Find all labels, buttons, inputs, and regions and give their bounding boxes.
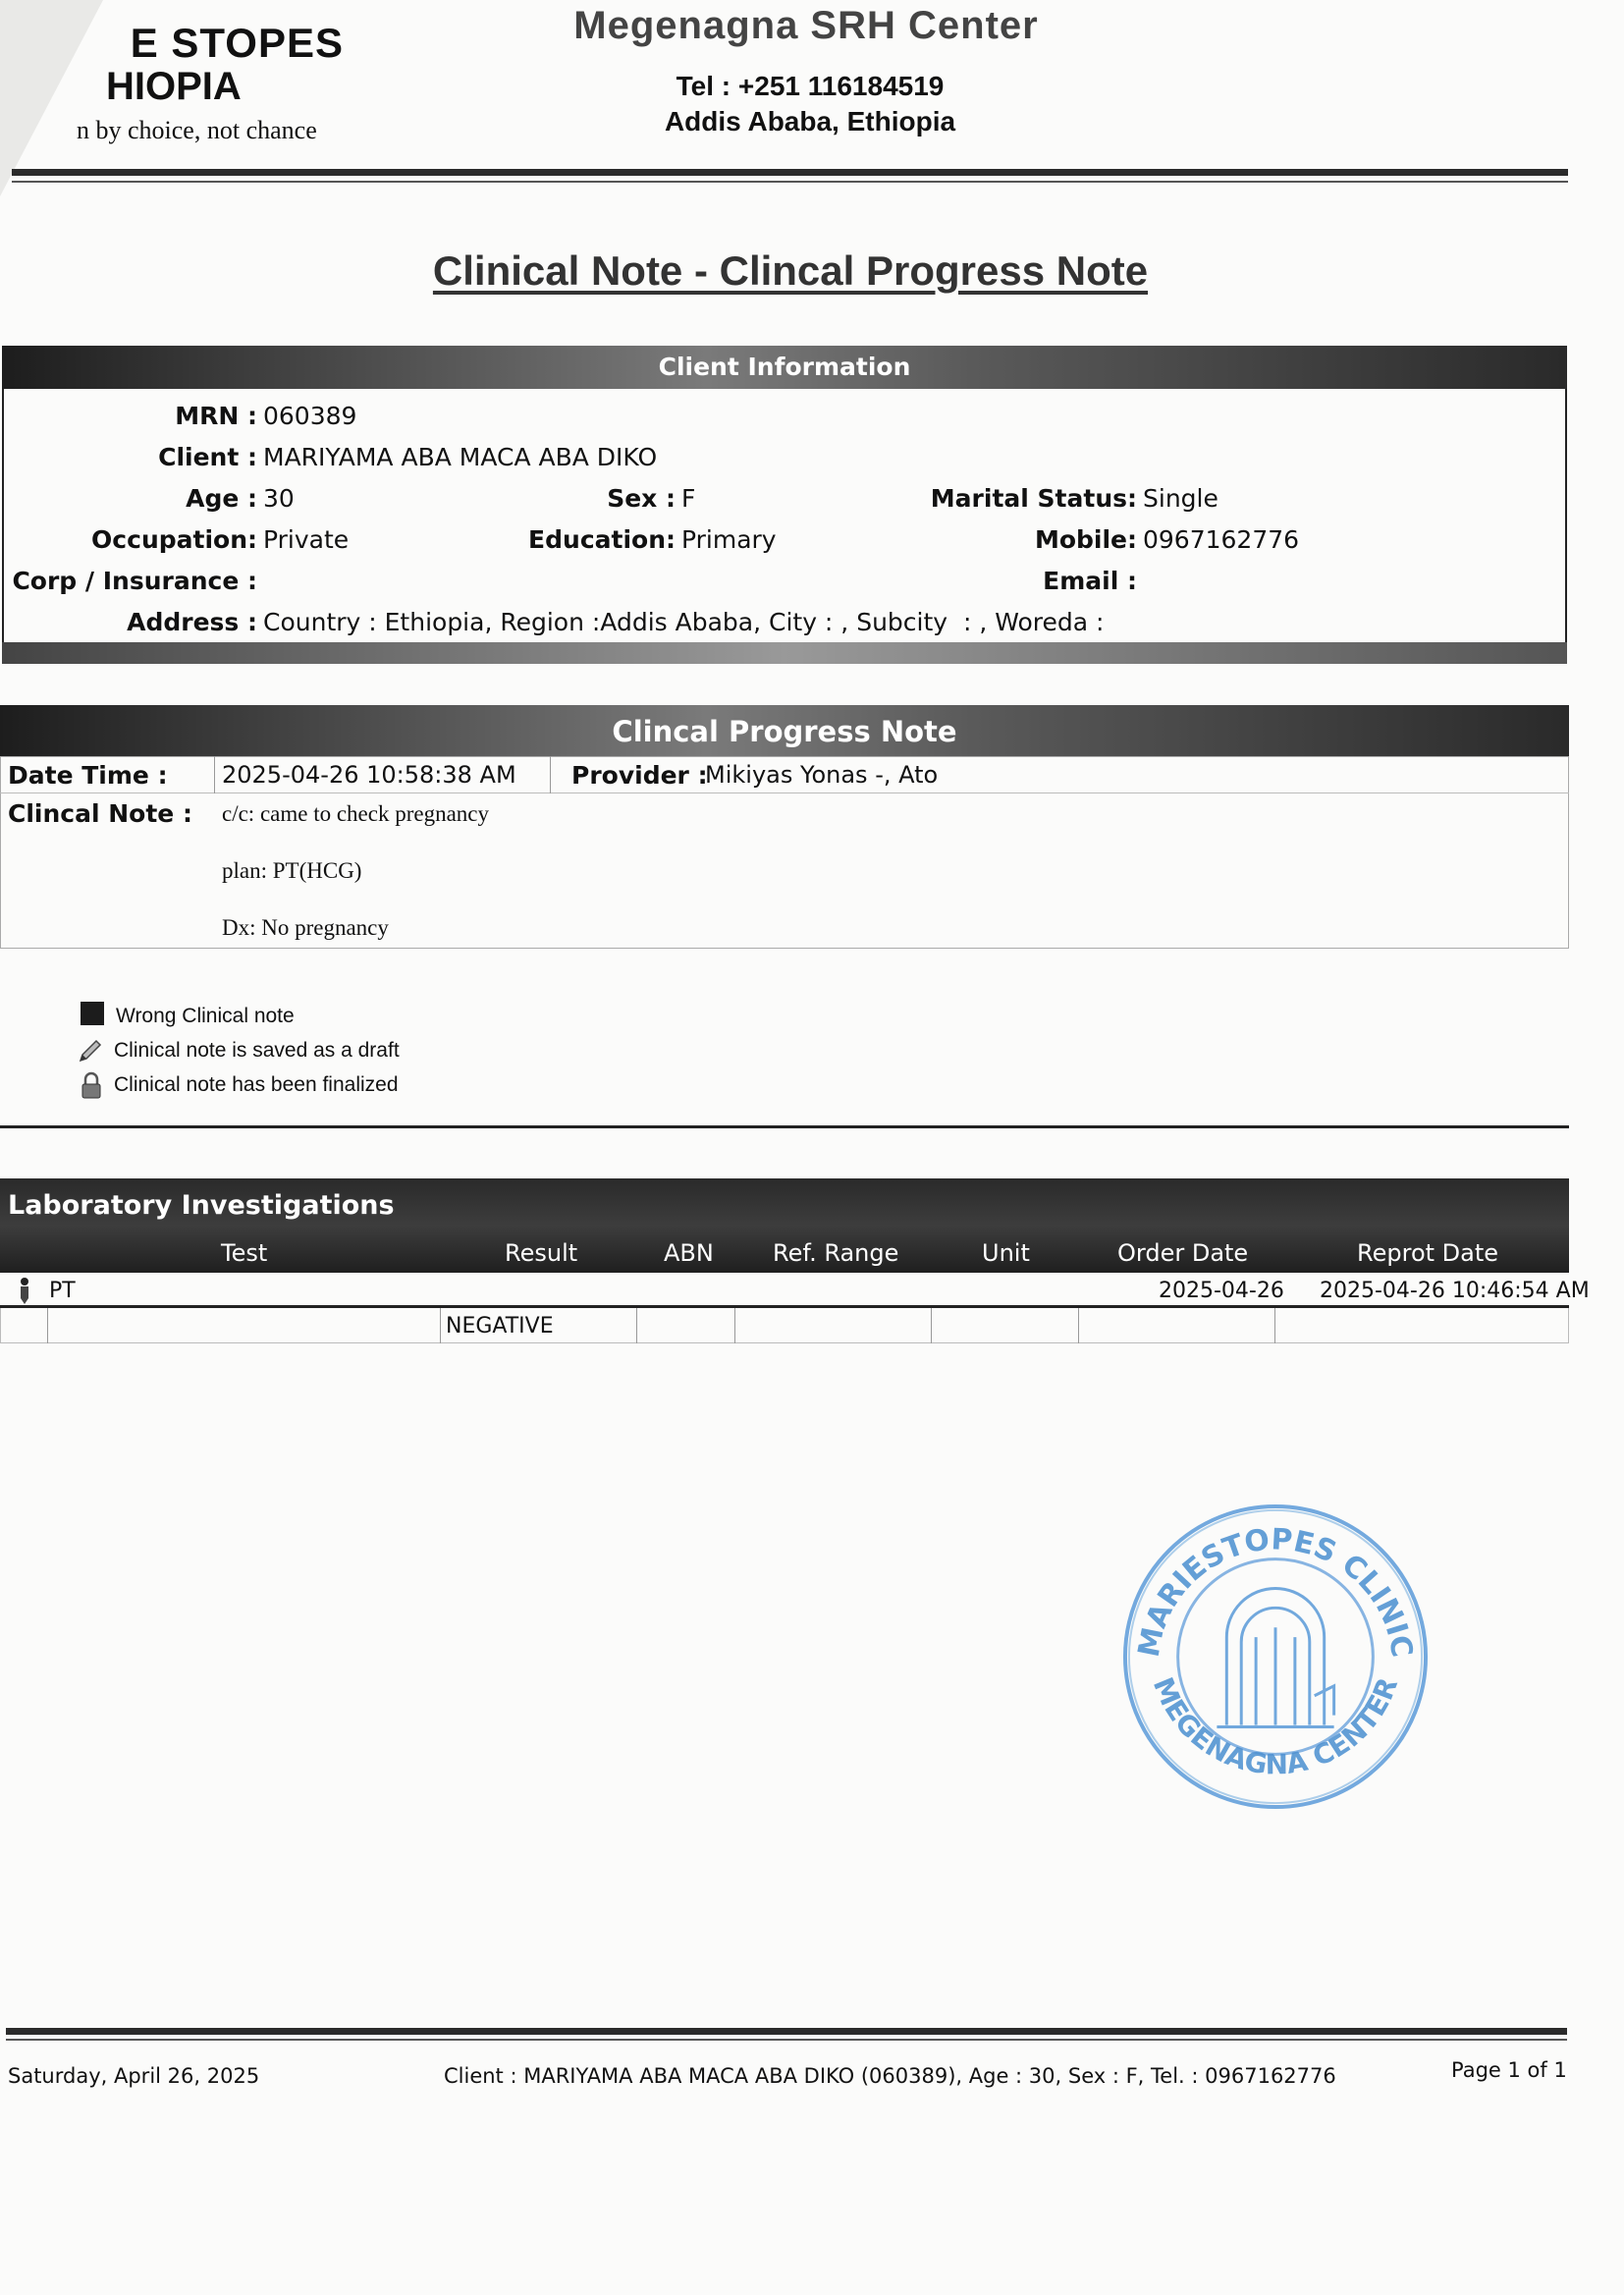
col-header-test: Test: [221, 1239, 268, 1267]
col-header-abn: ABN: [664, 1239, 714, 1267]
col-header-report-date: Reprot Date: [1357, 1239, 1499, 1267]
sex-label: Sex :: [607, 484, 676, 513]
mobile-value: 0967162776: [1143, 525, 1300, 554]
black-square-icon: [81, 1002, 104, 1025]
lock-icon: [79, 1070, 104, 1102]
footer-date: Saturday, April 26, 2025: [8, 2064, 260, 2088]
center-name: Megenagna SRH Center: [573, 4, 1039, 47]
sex-value: F: [681, 484, 696, 513]
client-value: MARIYAMA ABA MACA ABA DIKO: [263, 443, 658, 471]
stamp-text-bottom: MEGENAGNA CENTER: [1146, 1672, 1405, 1781]
legend-item: Wrong Clinical note: [116, 1005, 295, 1027]
legend-item: Clinical note has been finalized: [114, 1073, 399, 1096]
test-tube-icon: [16, 1277, 33, 1306]
client-info-bottom-bar: [2, 642, 1567, 664]
cell-divider: [1078, 1308, 1079, 1343]
header-rule: [12, 169, 1568, 176]
logo-line-2: HIOPIA: [106, 65, 242, 108]
lab-report-date: 2025-04-26 10:46:54 AM: [1320, 1279, 1590, 1303]
col-header-ref-range: Ref. Range: [773, 1239, 899, 1267]
lab-result-value: NEGATIVE: [446, 1314, 554, 1339]
lab-result-row: [0, 1308, 1569, 1343]
section-separator: [0, 1125, 1569, 1128]
insurance-label: Corp / Insurance :: [12, 567, 257, 595]
cell-divider: [734, 1308, 735, 1343]
mrn-label: MRN :: [175, 402, 257, 430]
footer-client-summary: Client : MARIYAMA ABA MACA ABA DIKO (060389), Age : 30, Sex : F, Tel. : 0967162776: [444, 2064, 1336, 2088]
cell-divider: [47, 1308, 48, 1343]
clinical-note-label: Clincal Note :: [8, 799, 192, 828]
cell-divider: [440, 1308, 441, 1343]
document-title: Clinical Note - Clincal Progress Note: [432, 247, 1149, 294]
cell-divider: [214, 756, 215, 793]
col-header-result: Result: [505, 1239, 578, 1267]
cell-divider: [550, 756, 551, 793]
marital-status-value: Single: [1143, 484, 1218, 513]
footer-rule-thin: [6, 2039, 1567, 2041]
lab-test-name: PT: [49, 1279, 76, 1303]
footer-page-number: Page 1 of 1: [1451, 2058, 1567, 2082]
provider-value: Mikiyas Yonas -, Ato: [705, 761, 939, 789]
mobile-label: Mobile:: [1034, 525, 1137, 554]
note-line: Dx: No pregnancy: [222, 915, 389, 940]
provider-label: Provider :: [571, 761, 708, 790]
client-label: Client :: [158, 443, 257, 471]
stamp-text-top: MARIESTOPES CLINIC: [1131, 1522, 1420, 1661]
datetime-value: 2025-04-26 10:58:38 AM: [222, 761, 516, 789]
occupation-value: Private: [263, 525, 350, 554]
pencil-icon: [75, 1035, 106, 1066]
cell-divider: [636, 1308, 637, 1343]
logo-line-1: E STOPES: [130, 20, 344, 66]
cell-divider: [931, 1308, 932, 1343]
note-line: plan: PT(HCG): [222, 858, 362, 883]
mrn-value: 060389: [263, 402, 357, 430]
occupation-label: Occupation:: [91, 525, 257, 554]
address-value: Country : Ethiopia, Region :Addis Ababa, City : , Subcity : , Woreda :: [263, 608, 1105, 636]
datetime-label: Date Time :: [8, 761, 168, 790]
clinic-stamp: [1119, 1501, 1432, 1813]
legend-item: Clinical note is saved as a draft: [114, 1039, 400, 1062]
email-label: Email :: [1043, 567, 1137, 595]
age-label: Age :: [186, 484, 257, 513]
marital-status-label: Marital Status:: [930, 484, 1137, 513]
client-info-banner: Client Information: [2, 346, 1567, 389]
header-rule-thin: [12, 181, 1568, 183]
education-value: Primary: [681, 525, 777, 554]
footer-rule: [6, 2028, 1567, 2035]
education-label: Education:: [528, 525, 676, 554]
cell-divider: [1274, 1308, 1275, 1343]
age-value: 30: [263, 484, 295, 513]
col-header-unit: Unit: [982, 1239, 1030, 1267]
center-city: Addis Ababa, Ethiopia: [664, 106, 956, 137]
address-label: Address :: [127, 608, 257, 636]
col-header-order-date: Order Date: [1117, 1239, 1249, 1267]
lab-order-date: 2025-04-26: [1159, 1279, 1284, 1303]
lab-title: Laboratory Investigations: [8, 1190, 395, 1221]
logo-tagline: n by choice, not chance: [77, 116, 317, 144]
progress-note-banner: Clincal Progress Note: [0, 705, 1569, 756]
note-line: c/c: came to check pregnancy: [222, 801, 490, 826]
center-phone: Tel : +251 116184519: [676, 71, 945, 101]
